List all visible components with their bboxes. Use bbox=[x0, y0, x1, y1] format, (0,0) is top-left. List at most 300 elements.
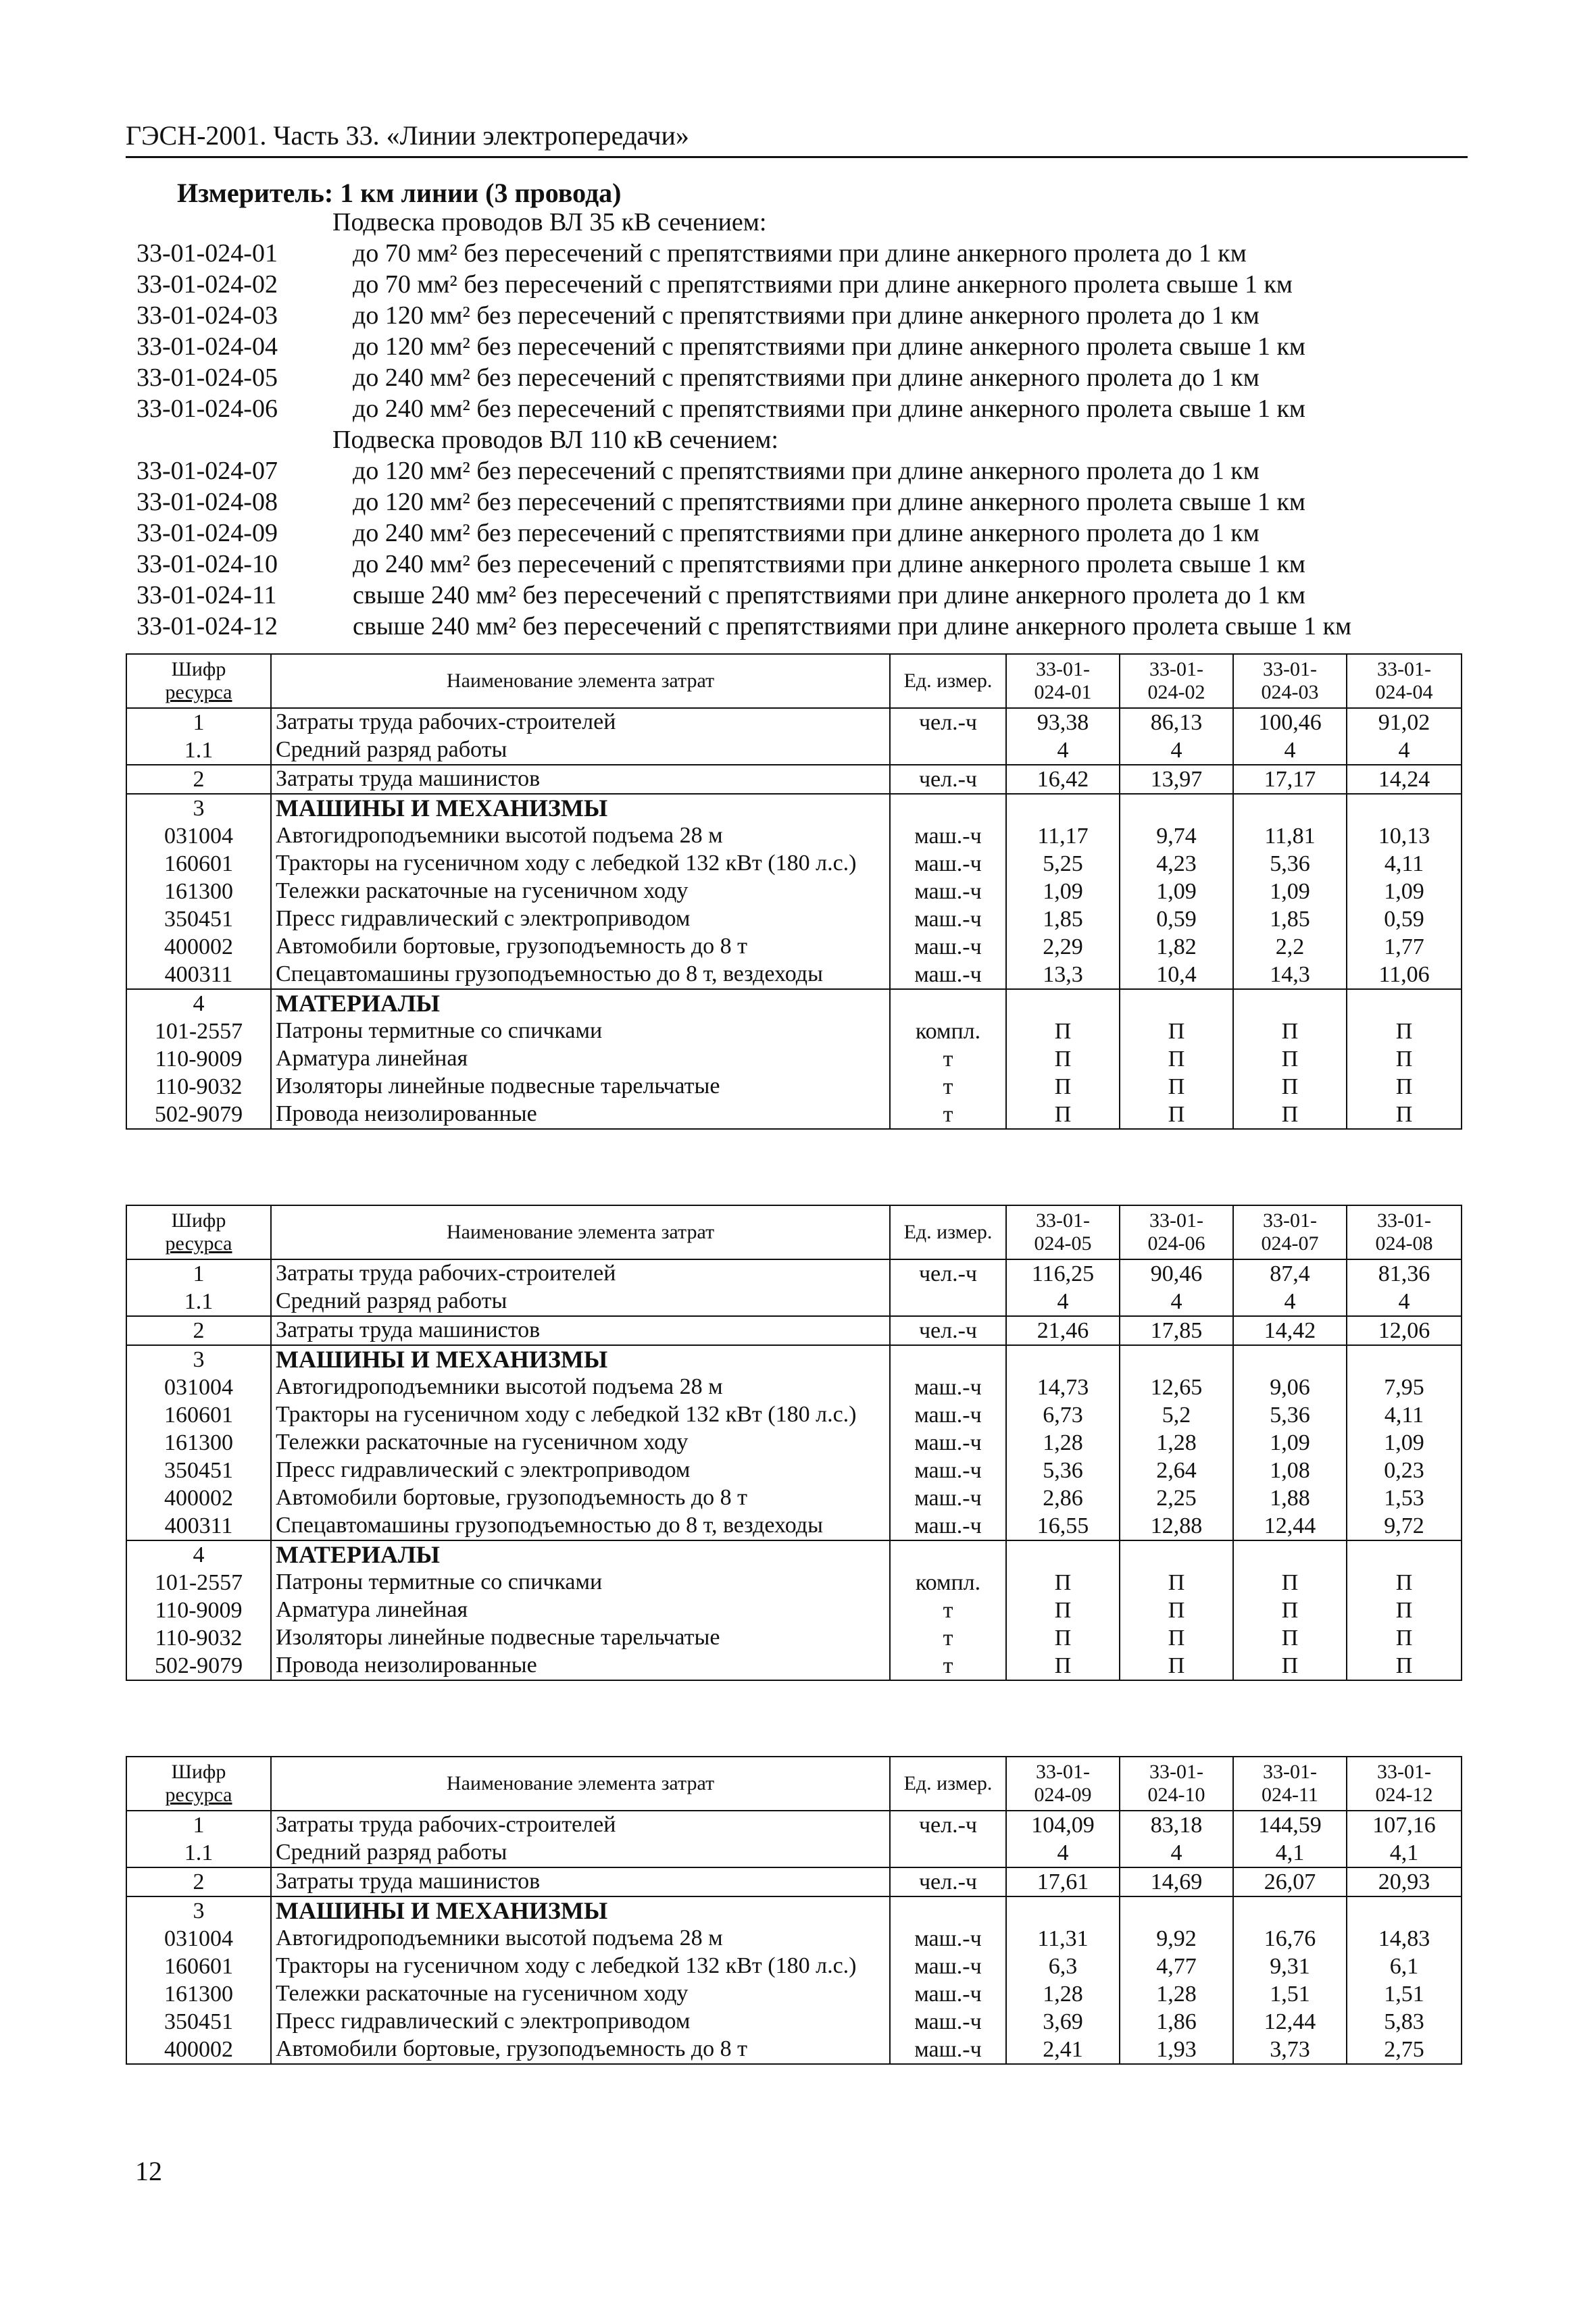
table-row bbox=[126, 1811, 1462, 1839]
resource-name: МАШИНЫ И МЕХАНИЗМЫ bbox=[271, 1345, 890, 1374]
norm-text: до 70 мм² без пересечений с препятствиями при длине анкерного пролета свыше 1 км bbox=[353, 270, 1293, 299]
norm-value bbox=[1006, 1345, 1120, 1374]
resource-code: 1.1 bbox=[126, 736, 271, 765]
header-code bbox=[126, 1205, 271, 1259]
table-row bbox=[126, 1624, 1462, 1652]
norm-value: 14,83 bbox=[1347, 1925, 1462, 1953]
norm-code-line2: 024-02 bbox=[1147, 681, 1205, 703]
norm-value: 4 bbox=[1120, 736, 1233, 765]
norm-value: 12,65 bbox=[1120, 1374, 1233, 1401]
resource-name: Спецавтомашины грузоподъемностью до 8 т, вездеходы bbox=[271, 961, 890, 989]
norm-value: 4 bbox=[1120, 1288, 1233, 1316]
norm-code-line2: 024-04 bbox=[1375, 681, 1433, 703]
norm-value: 3,69 bbox=[1006, 2008, 1120, 2036]
table-row bbox=[126, 905, 1462, 933]
table-row bbox=[126, 1045, 1462, 1073]
table-row bbox=[126, 708, 1462, 736]
header-code-line2: ресурса bbox=[165, 1232, 232, 1255]
resource-name: Тракторы на гусеничном ходу с лебедкой 132 кВт (180 л.с.) bbox=[271, 850, 890, 878]
resource-name: Патроны термитные со спичками bbox=[271, 1017, 890, 1045]
norm-value: 12,88 bbox=[1120, 1512, 1233, 1540]
measure-unit: Измеритель: 1 км линии (3 провода) bbox=[177, 178, 622, 208]
norm-value: П bbox=[1233, 1652, 1347, 1680]
resource-name: Затраты труда рабочих-строителей bbox=[271, 1811, 890, 1839]
norm-value: 4,1 bbox=[1347, 1839, 1462, 1867]
norm-value: П bbox=[1120, 1045, 1233, 1073]
resource-unit: маш.-ч bbox=[890, 850, 1006, 878]
norm-value: 1,28 bbox=[1006, 1980, 1120, 2008]
norm-value: 14,24 bbox=[1347, 765, 1462, 794]
norm-code: 33-01-024-11 bbox=[136, 581, 277, 609]
norm-value: П bbox=[1347, 1017, 1462, 1045]
resource-name: Арматура линейная bbox=[271, 1596, 890, 1624]
header-norm-code bbox=[1120, 1757, 1233, 1811]
resource-code: 161300 bbox=[126, 1980, 271, 2008]
norm-value: П bbox=[1233, 1624, 1347, 1652]
table-row bbox=[126, 1652, 1462, 1680]
resource-unit bbox=[890, 1540, 1006, 1569]
norm-text: до 120 мм² без пересечений с препятствиями при длине анкерного пролета до 1 км bbox=[353, 457, 1260, 485]
norm-value: 0,59 bbox=[1347, 905, 1462, 933]
norm-value: П bbox=[1120, 1101, 1233, 1129]
norm-value: 13,97 bbox=[1120, 765, 1233, 794]
table-row bbox=[126, 1925, 1462, 1953]
norm-value: 2,41 bbox=[1006, 2036, 1120, 2064]
norm-value: 1,09 bbox=[1347, 878, 1462, 905]
table-row bbox=[126, 989, 1462, 1017]
header-code bbox=[126, 1757, 271, 1811]
norm-value: 9,31 bbox=[1233, 1953, 1347, 1980]
norm-value: 2,75 bbox=[1347, 2036, 1462, 2064]
norm-value: 14,42 bbox=[1233, 1316, 1347, 1345]
norm-code: 33-01-024-09 bbox=[136, 519, 278, 547]
norm-text: свыше 240 мм² без пересечений с препятствиями при длине анкерного пролета до 1 км bbox=[353, 581, 1305, 609]
resource-name: Средний разряд работы bbox=[271, 1288, 890, 1316]
norm-value: П bbox=[1347, 1101, 1462, 1129]
norm-code-line1: 33-01- bbox=[1377, 658, 1431, 680]
header-unit: Ед. измер. bbox=[890, 1757, 1006, 1811]
resource-unit bbox=[890, 1288, 1006, 1316]
resource-code: 2 bbox=[126, 1867, 271, 1896]
table-header-row bbox=[126, 1757, 1462, 1811]
norm-value: 1,88 bbox=[1233, 1484, 1347, 1512]
norm-code-line2: 024-11 bbox=[1262, 1784, 1318, 1806]
resource-unit: маш.-ч bbox=[890, 1374, 1006, 1401]
norm-value: 2,2 bbox=[1233, 933, 1347, 961]
norm-value bbox=[1120, 1896, 1233, 1925]
resource-code: 160601 bbox=[126, 1401, 271, 1429]
norm-value bbox=[1120, 989, 1233, 1017]
resource-unit bbox=[890, 989, 1006, 1017]
norm-text: до 120 мм² без пересечений с препятствиями при длине анкерного пролета до 1 км bbox=[353, 301, 1260, 330]
header-norm-code bbox=[1006, 1205, 1120, 1259]
resource-unit: компл. bbox=[890, 1569, 1006, 1596]
resource-unit: чел.-ч bbox=[890, 1316, 1006, 1345]
norm-text: до 120 мм² без пересечений с препятствиями при длине анкерного пролета свыше 1 км bbox=[353, 488, 1305, 516]
resource-unit: маш.-ч bbox=[890, 905, 1006, 933]
norm-value bbox=[1006, 1540, 1120, 1569]
header-code bbox=[126, 654, 271, 708]
norm-code: 33-01-024-04 bbox=[136, 332, 278, 361]
description-list bbox=[136, 207, 1461, 642]
resource-name: Пресс гидравлический с электроприводом bbox=[271, 905, 890, 933]
resource-name: Патроны термитные со спичками bbox=[271, 1569, 890, 1596]
norm-text: до 240 мм² без пересечений с препятствиями при длине анкерного пролета до 1 км bbox=[353, 363, 1260, 392]
resource-code: 3 bbox=[126, 1345, 271, 1374]
norm-value: П bbox=[1006, 1017, 1120, 1045]
norm-text: до 70 мм² без пересечений с препятствиями при длине анкерного пролета до 1 км bbox=[353, 239, 1247, 268]
norm-text: свыше 240 мм² без пересечений с препятствиями при длине анкерного пролета свыше 1 км bbox=[353, 612, 1352, 640]
table-row bbox=[126, 1457, 1462, 1484]
norm-value bbox=[1347, 1345, 1462, 1374]
table-row bbox=[126, 878, 1462, 905]
norm-code-line1: 33-01- bbox=[1036, 1761, 1090, 1783]
norm-value: 4 bbox=[1120, 1839, 1233, 1867]
header-norm-code bbox=[1006, 1757, 1120, 1811]
norm-value: 10,4 bbox=[1120, 961, 1233, 989]
description-item bbox=[136, 362, 1461, 393]
table-row bbox=[126, 1596, 1462, 1624]
description-group bbox=[136, 424, 1461, 455]
header-norm-code bbox=[1233, 1205, 1347, 1259]
resource-code: 2 bbox=[126, 765, 271, 794]
header-norm-code bbox=[1347, 654, 1462, 708]
norm-value: 91,02 bbox=[1347, 708, 1462, 736]
header-code-line2: ресурса bbox=[165, 681, 232, 703]
header-code-line1: Шифр bbox=[171, 1761, 226, 1783]
description-group bbox=[136, 207, 1461, 238]
norm-value bbox=[1006, 1896, 1120, 1925]
header-norm-code bbox=[1233, 654, 1347, 708]
norm-value: 1,28 bbox=[1006, 1429, 1120, 1457]
norm-code-line2: 024-05 bbox=[1034, 1232, 1092, 1255]
header-norm-code bbox=[1347, 1757, 1462, 1811]
norm-value bbox=[1233, 1896, 1347, 1925]
norm-value: 93,38 bbox=[1006, 708, 1120, 736]
norm-code-line1: 33-01- bbox=[1036, 1209, 1090, 1232]
resource-code: 101-2557 bbox=[126, 1017, 271, 1045]
resource-unit: маш.-ч bbox=[890, 961, 1006, 989]
resource-code: 1.1 bbox=[126, 1839, 271, 1867]
resource-name: Затраты труда машинистов bbox=[271, 765, 890, 794]
resource-unit: чел.-ч bbox=[890, 1259, 1006, 1288]
norm-value: 13,3 bbox=[1006, 961, 1120, 989]
norm-text: до 120 мм² без пересечений с препятствиями при длине анкерного пролета свыше 1 км bbox=[353, 332, 1305, 361]
norm-value: 6,73 bbox=[1006, 1401, 1120, 1429]
resource-name: Средний разряд работы bbox=[271, 736, 890, 765]
norm-code-line2: 024-12 bbox=[1375, 1784, 1433, 1806]
norm-value: 1,28 bbox=[1120, 1980, 1233, 2008]
resource-name: Тракторы на гусеничном ходу с лебедкой 132 кВт (180 л.с.) bbox=[271, 1953, 890, 1980]
norm-value: 4 bbox=[1233, 1288, 1347, 1316]
norm-value: П bbox=[1120, 1017, 1233, 1045]
norm-code-line2: 024-10 bbox=[1147, 1784, 1205, 1806]
norm-code: 33-01-024-05 bbox=[136, 363, 278, 392]
resource-unit: т bbox=[890, 1652, 1006, 1680]
resource-code: 2 bbox=[126, 1316, 271, 1345]
norm-value: П bbox=[1347, 1569, 1462, 1596]
table-header-row bbox=[126, 1205, 1462, 1259]
resource-code: 031004 bbox=[126, 1374, 271, 1401]
norm-value: 9,72 bbox=[1347, 1512, 1462, 1540]
norm-code-line2: 024-06 bbox=[1147, 1232, 1205, 1255]
norm-value: 90,46 bbox=[1120, 1259, 1233, 1288]
resource-code: 031004 bbox=[126, 1925, 271, 1953]
resource-code: 400311 bbox=[126, 961, 271, 989]
resource-unit: маш.-ч bbox=[890, 1980, 1006, 2008]
norm-value: 12,44 bbox=[1233, 2008, 1347, 2036]
norm-value: 81,36 bbox=[1347, 1259, 1462, 1288]
resource-unit: маш.-ч bbox=[890, 2008, 1006, 2036]
resource-code: 110-9032 bbox=[126, 1624, 271, 1652]
norm-text: до 240 мм² без пересечений с препятствиями при длине анкерного пролета свыше 1 км bbox=[353, 550, 1305, 578]
norm-value: 0,23 bbox=[1347, 1457, 1462, 1484]
norm-value: 11,31 bbox=[1006, 1925, 1120, 1953]
norm-value: 14,73 bbox=[1006, 1374, 1120, 1401]
norm-value: 5,25 bbox=[1006, 850, 1120, 878]
norm-value: 4,1 bbox=[1233, 1839, 1347, 1867]
header-norm-code bbox=[1120, 654, 1233, 708]
norm-value: 9,74 bbox=[1120, 822, 1233, 850]
norm-value: 86,13 bbox=[1120, 708, 1233, 736]
group-title: Подвеска проводов ВЛ 110 кВ сечением: bbox=[332, 426, 778, 454]
description-item bbox=[136, 549, 1461, 580]
norm-value bbox=[1006, 794, 1120, 822]
resource-unit: маш.-ч bbox=[890, 1457, 1006, 1484]
norm-value: 2,29 bbox=[1006, 933, 1120, 961]
resource-name: Провода неизолированные bbox=[271, 1652, 890, 1680]
resource-unit: т bbox=[890, 1624, 1006, 1652]
resource-code: 400002 bbox=[126, 2036, 271, 2064]
resource-code: 4 bbox=[126, 989, 271, 1017]
norm-value: 5,83 bbox=[1347, 2008, 1462, 2036]
resource-name: Автомобили бортовые, грузоподъемность до 8 т bbox=[271, 933, 890, 961]
norm-value: П bbox=[1347, 1073, 1462, 1101]
resource-code: 350451 bbox=[126, 1457, 271, 1484]
table-row bbox=[126, 736, 1462, 765]
resource-code: 161300 bbox=[126, 1429, 271, 1457]
norm-value: П bbox=[1233, 1045, 1347, 1073]
header-norm-code bbox=[1233, 1757, 1347, 1811]
resource-name: Средний разряд работы bbox=[271, 1839, 890, 1867]
norm-value: П bbox=[1120, 1569, 1233, 1596]
norm-value: П bbox=[1120, 1073, 1233, 1101]
norm-value: 1,09 bbox=[1006, 878, 1120, 905]
norm-value: П bbox=[1120, 1596, 1233, 1624]
resource-unit: маш.-ч bbox=[890, 1953, 1006, 1980]
table-header-row bbox=[126, 654, 1462, 708]
norm-value: П bbox=[1006, 1652, 1120, 1680]
norm-code-line1: 33-01- bbox=[1377, 1761, 1431, 1783]
table-row bbox=[126, 1484, 1462, 1512]
resource-code: 110-9032 bbox=[126, 1073, 271, 1101]
resource-code: 3 bbox=[126, 794, 271, 822]
description-item bbox=[136, 455, 1461, 486]
resource-unit: т bbox=[890, 1596, 1006, 1624]
resource-name: Изоляторы линейные подвесные тарельчатые bbox=[271, 1073, 890, 1101]
resource-name: Затраты труда рабочих-строителей bbox=[271, 1259, 890, 1288]
resource-code: 400311 bbox=[126, 1512, 271, 1540]
norm-value: 1,51 bbox=[1347, 1980, 1462, 2008]
norm-value: 6,3 bbox=[1006, 1953, 1120, 1980]
norm-value: 83,18 bbox=[1120, 1811, 1233, 1839]
resource-unit: маш.-ч bbox=[890, 878, 1006, 905]
norm-value: 1,77 bbox=[1347, 933, 1462, 961]
table-row bbox=[126, 1345, 1462, 1374]
norm-code-line2: 024-07 bbox=[1261, 1232, 1319, 1255]
norm-code-line2: 024-01 bbox=[1034, 681, 1092, 703]
resource-unit: маш.-ч bbox=[890, 822, 1006, 850]
norm-code-line1: 33-01- bbox=[1036, 658, 1090, 680]
norm-code: 33-01-024-10 bbox=[136, 550, 278, 578]
resource-code: 502-9079 bbox=[126, 1101, 271, 1129]
norm-value: 11,81 bbox=[1233, 822, 1347, 850]
resource-code: 400002 bbox=[126, 1484, 271, 1512]
norm-value: 16,42 bbox=[1006, 765, 1120, 794]
norm-value bbox=[1120, 1540, 1233, 1569]
cost-table-2 bbox=[126, 1205, 1462, 1681]
norm-value: П bbox=[1006, 1596, 1120, 1624]
resource-name: Затраты труда машинистов bbox=[271, 1316, 890, 1345]
norm-value: 12,44 bbox=[1233, 1512, 1347, 1540]
resource-unit: т bbox=[890, 1073, 1006, 1101]
table-row bbox=[126, 794, 1462, 822]
table-row bbox=[126, 1896, 1462, 1925]
norm-value: П bbox=[1006, 1569, 1120, 1596]
resource-code: 160601 bbox=[126, 1953, 271, 1980]
norm-value: 1,86 bbox=[1120, 2008, 1233, 2036]
norm-code: 33-01-024-06 bbox=[136, 395, 278, 423]
norm-value: 21,46 bbox=[1006, 1316, 1120, 1345]
table-row bbox=[126, 822, 1462, 850]
resource-unit: маш.-ч bbox=[890, 933, 1006, 961]
page-number: 12 bbox=[135, 2156, 162, 2186]
norm-value: 1,53 bbox=[1347, 1484, 1462, 1512]
header-code-line1: Шифр bbox=[171, 658, 226, 680]
norm-value: 11,17 bbox=[1006, 822, 1120, 850]
table-row bbox=[126, 1401, 1462, 1429]
norm-text: до 240 мм² без пересечений с препятствиями при длине анкерного пролета свыше 1 км bbox=[353, 395, 1305, 423]
norm-code-line2: 024-09 bbox=[1034, 1784, 1092, 1806]
norm-value: 7,95 bbox=[1347, 1374, 1462, 1401]
description-item bbox=[136, 486, 1461, 518]
resource-name: Тракторы на гусеничном ходу с лебедкой 132 кВт (180 л.с.) bbox=[271, 1401, 890, 1429]
description-item bbox=[136, 238, 1461, 269]
resource-name: МАШИНЫ И МЕХАНИЗМЫ bbox=[271, 1896, 890, 1925]
resource-name: Тележки раскаточные на гусеничном ходу bbox=[271, 1980, 890, 2008]
resource-name: Арматура линейная bbox=[271, 1045, 890, 1073]
resource-code: 160601 bbox=[126, 850, 271, 878]
norm-value bbox=[1347, 989, 1462, 1017]
resource-name: Тележки раскаточные на гусеничном ходу bbox=[271, 1429, 890, 1457]
table-row bbox=[126, 1017, 1462, 1045]
norm-value: П bbox=[1006, 1624, 1120, 1652]
description-item bbox=[136, 580, 1461, 611]
norm-code-line2: 024-03 bbox=[1261, 681, 1319, 703]
norm-value: 2,86 bbox=[1006, 1484, 1120, 1512]
table-row bbox=[126, 1374, 1462, 1401]
resource-name: Спецавтомашины грузоподъемностью до 8 т, вездеходы bbox=[271, 1512, 890, 1540]
norm-value: П bbox=[1347, 1596, 1462, 1624]
table-row bbox=[126, 1073, 1462, 1101]
resource-unit bbox=[890, 794, 1006, 822]
norm-value: 4 bbox=[1006, 1288, 1120, 1316]
header-name: Наименование элемента затрат bbox=[271, 654, 890, 708]
resource-code: 1 bbox=[126, 1811, 271, 1839]
norm-value: П bbox=[1120, 1624, 1233, 1652]
header-unit: Ед. измер. bbox=[890, 654, 1006, 708]
resource-name: Пресс гидравлический с электроприводом bbox=[271, 2008, 890, 2036]
norm-value: П bbox=[1233, 1596, 1347, 1624]
resource-unit: чел.-ч bbox=[890, 765, 1006, 794]
norm-value: 2,64 bbox=[1120, 1457, 1233, 1484]
norm-value: 10,13 bbox=[1347, 822, 1462, 850]
resource-name: Автогидроподъемники высотой подъема 28 м bbox=[271, 1925, 890, 1953]
norm-value: 14,3 bbox=[1233, 961, 1347, 989]
norm-value: П bbox=[1233, 1569, 1347, 1596]
resource-name: Автогидроподъемники высотой подъема 28 м bbox=[271, 1374, 890, 1401]
table-row bbox=[126, 1569, 1462, 1596]
header-code-line2: ресурса bbox=[165, 1784, 232, 1806]
header-unit: Ед. измер. bbox=[890, 1205, 1006, 1259]
norm-value bbox=[1347, 1896, 1462, 1925]
table-row bbox=[126, 1867, 1462, 1896]
description-item bbox=[136, 331, 1461, 362]
norm-code: 33-01-024-02 bbox=[136, 270, 278, 299]
resource-unit: чел.-ч bbox=[890, 1811, 1006, 1839]
group-title: Подвеска проводов ВЛ 35 кВ сечением: bbox=[332, 208, 767, 236]
norm-value: 1,82 bbox=[1120, 933, 1233, 961]
resource-unit: маш.-ч bbox=[890, 2036, 1006, 2064]
resource-name: Тележки раскаточные на гусеничном ходу bbox=[271, 878, 890, 905]
table-row bbox=[126, 1839, 1462, 1867]
resource-name: МАТЕРИАЛЫ bbox=[271, 1540, 890, 1569]
norm-value: 1,85 bbox=[1006, 905, 1120, 933]
norm-value: 4,77 bbox=[1120, 1953, 1233, 1980]
norm-value: 0,59 bbox=[1120, 905, 1233, 933]
resource-code: 1.1 bbox=[126, 1288, 271, 1316]
norm-text: до 240 мм² без пересечений с препятствиями при длине анкерного пролета до 1 км bbox=[353, 519, 1260, 547]
header-code-line1: Шифр bbox=[171, 1209, 226, 1232]
resource-name: Затраты труда машинистов bbox=[271, 1867, 890, 1896]
table-row bbox=[126, 1429, 1462, 1457]
norm-value: 16,76 bbox=[1233, 1925, 1347, 1953]
norm-code: 33-01-024-03 bbox=[136, 301, 278, 330]
norm-value: 1,93 bbox=[1120, 2036, 1233, 2064]
norm-value: 6,1 bbox=[1347, 1953, 1462, 1980]
resource-unit: маш.-ч bbox=[890, 1512, 1006, 1540]
norm-value: 4 bbox=[1006, 1839, 1120, 1867]
table-row bbox=[126, 1101, 1462, 1129]
norm-value: 4 bbox=[1006, 736, 1120, 765]
norm-code-line1: 33-01- bbox=[1263, 1209, 1317, 1232]
norm-value: 100,46 bbox=[1233, 708, 1347, 736]
table-row bbox=[126, 1316, 1462, 1345]
resource-name: МАШИНЫ И МЕХАНИЗМЫ bbox=[271, 794, 890, 822]
table-row bbox=[126, 2036, 1462, 2064]
table-row bbox=[126, 933, 1462, 961]
norm-value: 17,17 bbox=[1233, 765, 1347, 794]
norm-value: 5,2 bbox=[1120, 1401, 1233, 1429]
norm-value: 4 bbox=[1347, 736, 1462, 765]
norm-value bbox=[1120, 1345, 1233, 1374]
norm-value bbox=[1233, 989, 1347, 1017]
resource-code: 031004 bbox=[126, 822, 271, 850]
norm-value: 5,36 bbox=[1233, 1401, 1347, 1429]
norm-value bbox=[1233, 1540, 1347, 1569]
resource-unit bbox=[890, 736, 1006, 765]
norm-value: П bbox=[1006, 1045, 1120, 1073]
